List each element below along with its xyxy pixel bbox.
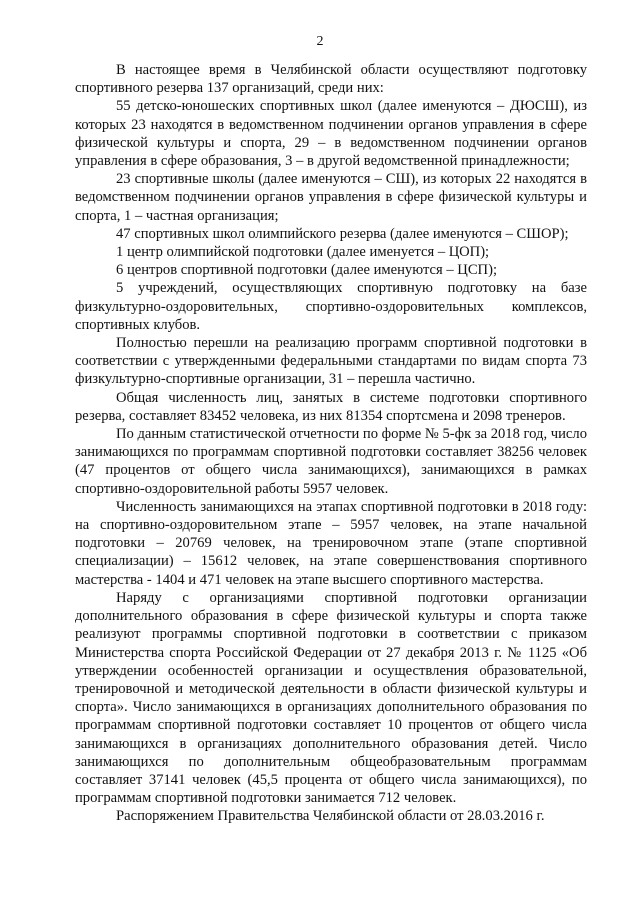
paragraph-intro: В настоящее время в Челябинской области осуществляют подготовку спортивного резерва 137 организаций, среди них: (75, 62, 587, 97)
paragraph-tsop: 1 центр олимпийской подготовки (далее именуется – ЦОП); (116, 244, 490, 261)
paragraph-government-order: Распоряжением Правительства Челябинской области от 28.03.2016 г. (116, 808, 545, 825)
paragraph-stages: Численность занимающихся на этапах спортивной подготовки в 2018 году: на спортивно-оздоровительном этапе – 5957 человек, на этапе начальной подготовки – 20769 человек, на тренировочном этапе (этапе спортивной специализации) – 15612 человек, на этапе совершенствования спортивного мастерства - 1404 и 471 человек на этапе высшего спортивного мастерства. (75, 498, 587, 588)
page-number: 2 (316, 34, 324, 49)
paragraph-transition: Полностью перешли на реализацию программ спортивной подготовки в соответствии с утвержденными федеральными стандартами по видам спорта 73 физкультурно-спортивные организации, 31 – перешла частично. (75, 335, 587, 388)
paragraph-total-count: Общая численность лиц, занятых в системе подготовки спортивного резерва, составляет 83452 человека, из них 81354 спортсмена и 2098 тренеров. (75, 389, 587, 424)
paragraph-sshor: 47 спортивных школ олимпийского резерва (далее именуются – СШОР); (116, 225, 569, 242)
document-body (75, 61, 587, 826)
paragraph-additional-education: Наряду с организациями спортивной подготовки организации дополнительного образования в сфере физической культуры и спорта также реализуют программы спортивной подготовки в соответствии с приказом Министерства спорта Российской Федерации от 27 декабря 2013 г. № 1125 «Об утверждении особенностей организации и осуществления образовательной, тренировочной и методической деятельности в области физической культуры и спорта». Число занимающихся в организациях дополнительного образования по программам спортивной подготовки составляет 10 процентов от общего числа занимающихся в организациях дополнительного образования детей. Число занимающихся по дополнительным общеобразовательным программам составляет 37141 человек (45,5 процента от общего числа занимающихся), по программам спортивной подготовки занимается 712 человек. (75, 589, 587, 807)
paragraph-institutions: 5 учреждений, осуществляющих спортивную подготовку на базе физкультурно-оздоровительных, спортивно-оздоровительных комплексов, спортивных клубов. (75, 280, 587, 333)
paragraph-tssp: 6 центров спортивной подготовки (далее именуются – ЦСП); (116, 262, 498, 279)
paragraph-statistics: По данным статистической отчетности по форме № 5-фк за 2018 год, число занимающихся по программам спортивной подготовки составляет 38256 человек (47 процентов от общего числа занимающихся), занимающихся в рамках спортивно-оздоровительной работы 5957 человек. (75, 426, 587, 497)
paragraph-dyussh: 55 детско-юношеских спортивных школ (далее именуются – ДЮСШ), из которых 23 находятся в ведомственном подчинении органов управления в сфере физической культуры и спорта, 29 – в ведомственном подчинении органов управления в сфере образования, 3 – в другой ведомственной принадлежности; (75, 98, 587, 170)
paragraph-ssh: 23 спортивные школы (далее именуются – СШ), из которых 22 находятся в ведомственном подчинении органов управления в сфере физической культуры и спорта, 1 – частная организация; (75, 171, 587, 224)
